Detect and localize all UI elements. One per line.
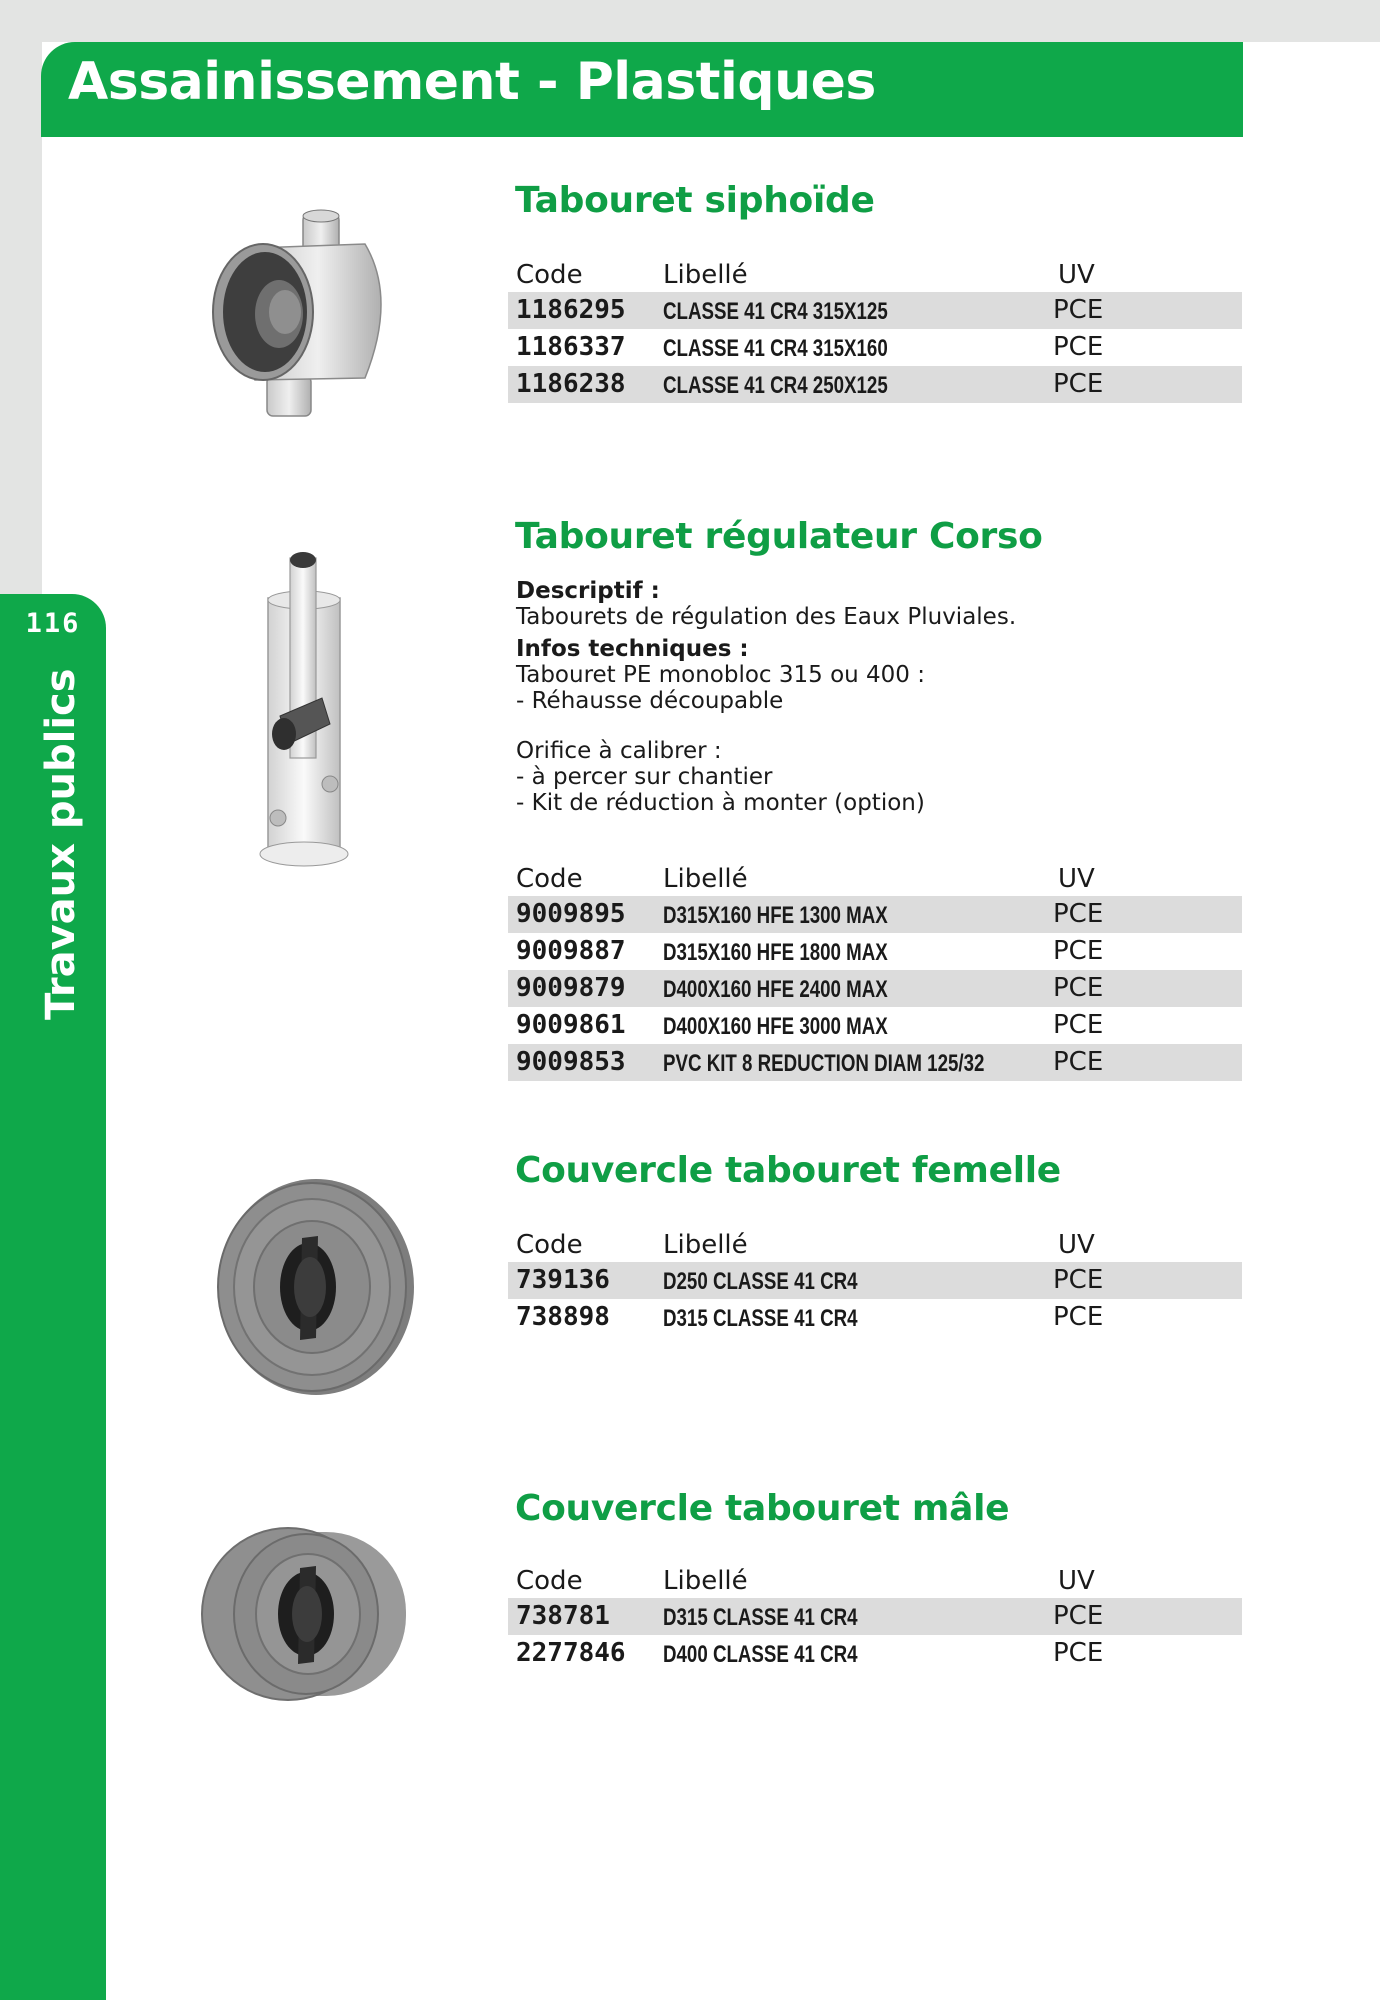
siphoid-stool-icon (205, 208, 405, 428)
male-cover-icon (196, 1522, 422, 1706)
page-number: 116 (25, 608, 81, 639)
product-label: D400X160 HFE 3000 MAX (663, 1013, 888, 1040)
product-label: D400X160 HFE 2400 MAX (663, 976, 888, 1003)
section-title-siphoid: Tabouret siphoïde (515, 180, 875, 221)
column-header-code: Code (516, 1230, 583, 1260)
female-cover-icon (212, 1176, 416, 1398)
product-code: 1186295 (516, 295, 626, 325)
column-header-libelle: Libellé (663, 1230, 748, 1260)
page-header (41, 42, 1243, 137)
product-label: CLASSE 41 CR4 315X160 (663, 335, 888, 362)
category-label: Travaux publics (38, 668, 84, 1020)
product-label: CLASSE 41 CR4 315X125 (663, 298, 888, 325)
product-unit: PCE (1053, 1302, 1104, 1332)
product-code: 9009887 (516, 936, 626, 966)
table-header (508, 860, 1242, 896)
product-table-male-cover (508, 1562, 1242, 1672)
table-row (508, 1299, 1242, 1336)
table-row (508, 1598, 1242, 1635)
product-label: D250 CLASSE 41 CR4 (663, 1268, 858, 1295)
product-code: 739136 (516, 1265, 610, 1295)
top-frame-band (0, 0, 1380, 42)
column-header-uv: UV (1058, 1230, 1095, 1260)
orifice-line: - à percer sur chantier (516, 764, 773, 790)
regulator-description (516, 578, 1216, 816)
table-row (508, 329, 1242, 366)
product-code: 9009879 (516, 973, 626, 1003)
regulator-stool-icon (250, 548, 360, 868)
descriptif-text: Tabourets de régulation des Eaux Pluviales. (516, 604, 1017, 630)
product-code: 9009853 (516, 1047, 626, 1077)
product-code: 9009895 (516, 899, 626, 929)
product-unit: PCE (1053, 1047, 1104, 1077)
product-unit: PCE (1053, 332, 1104, 362)
section-title-regulator: Tabouret régulateur Corso (515, 516, 1043, 557)
column-header-code: Code (516, 1566, 583, 1596)
product-code: 738898 (516, 1302, 610, 1332)
product-unit: PCE (1053, 1638, 1104, 1668)
orifice-line: - Kit de réduction à monter (option) (516, 790, 925, 816)
table-row (508, 933, 1242, 970)
product-unit: PCE (1053, 1010, 1104, 1040)
infos-line: - Réhausse découpable (516, 688, 784, 714)
infos-label: Infos techniques : (516, 636, 749, 662)
column-header-libelle: Libellé (663, 1566, 748, 1596)
product-label: D315X160 HFE 1800 MAX (663, 939, 888, 966)
descriptif-label: Descriptif : (516, 578, 660, 604)
product-unit: PCE (1053, 899, 1104, 929)
column-header-uv: UV (1058, 864, 1095, 894)
table-header (508, 1562, 1242, 1598)
product-label: D315X160 HFE 1300 MAX (663, 902, 888, 929)
product-unit: PCE (1053, 936, 1104, 966)
product-unit: PCE (1053, 295, 1104, 325)
product-code: 738781 (516, 1601, 610, 1631)
product-label: PVC KIT 8 REDUCTION DIAM 125/32 (663, 1050, 985, 1077)
section-title-female-cover: Couvercle tabouret femelle (515, 1150, 1061, 1191)
product-table-siphoid (508, 256, 1242, 403)
table-row (508, 1635, 1242, 1672)
orifice-line: Orifice à calibrer : (516, 738, 722, 764)
product-label: D315 CLASSE 41 CR4 (663, 1604, 858, 1631)
table-row (508, 366, 1242, 403)
product-label: D400 CLASSE 41 CR4 (663, 1641, 858, 1668)
page-title: Assainissement - Plastiques (68, 52, 876, 112)
product-unit: PCE (1053, 973, 1104, 1003)
product-code: 1186238 (516, 369, 626, 399)
product-unit: PCE (1053, 1601, 1104, 1631)
product-label: CLASSE 41 CR4 250X125 (663, 372, 888, 399)
product-label: D315 CLASSE 41 CR4 (663, 1305, 858, 1332)
column-header-uv: UV (1058, 1566, 1095, 1596)
section-title-male-cover: Couvercle tabouret mâle (515, 1488, 1010, 1529)
table-header (508, 1226, 1242, 1262)
product-table-regulator (508, 860, 1242, 1081)
table-row (508, 1007, 1242, 1044)
column-header-libelle: Libellé (663, 864, 748, 894)
product-code: 1186337 (516, 332, 626, 362)
table-row (508, 1044, 1242, 1081)
product-unit: PCE (1053, 369, 1104, 399)
infos-line: Tabouret PE monobloc 315 ou 400 : (516, 662, 926, 688)
column-header-code: Code (516, 864, 583, 894)
column-header-uv: UV (1058, 260, 1095, 290)
product-code: 9009861 (516, 1010, 626, 1040)
table-row (508, 292, 1242, 329)
left-frame-band (0, 0, 42, 600)
table-row (508, 1262, 1242, 1299)
column-header-code: Code (516, 260, 583, 290)
product-unit: PCE (1053, 1265, 1104, 1295)
column-header-libelle: Libellé (663, 260, 748, 290)
product-table-female-cover (508, 1226, 1242, 1336)
table-header (508, 256, 1242, 292)
table-row (508, 970, 1242, 1007)
table-row (508, 896, 1242, 933)
product-code: 2277846 (516, 1638, 626, 1668)
